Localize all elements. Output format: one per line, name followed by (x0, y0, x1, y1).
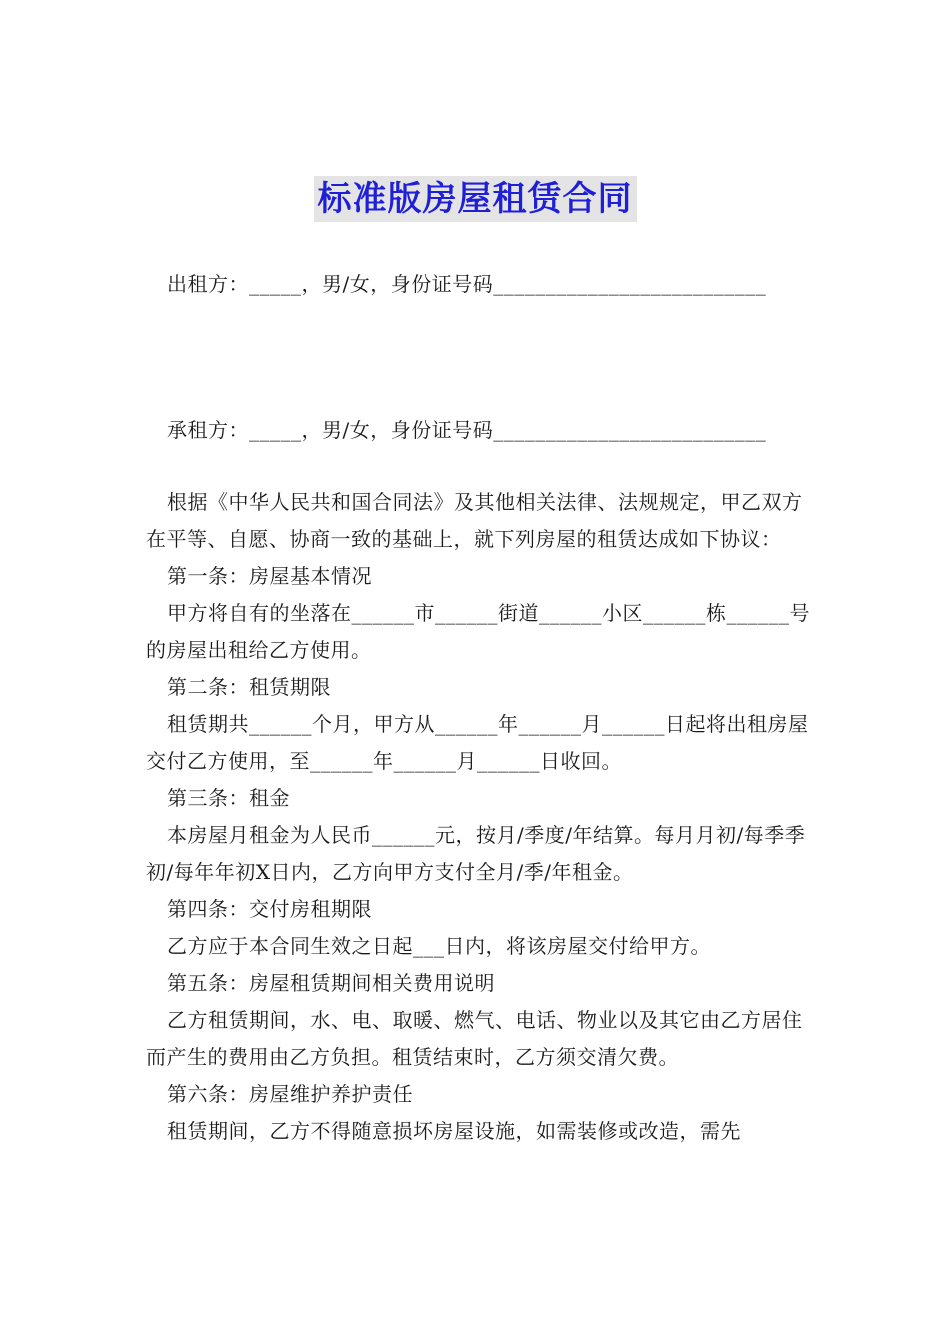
article-5-heading: 第五条：房屋租赁期间相关费用说明 (167, 971, 495, 995)
preamble-paragraph: 根据《中华人民共和国合同法》及其他相关法律、法规规定，甲乙双方在平等、自愿、协商一致的基础上，就下列房屋的租赁达成如下协议： (146, 490, 803, 551)
article-1-heading: 第一条：房屋基本情况 (167, 564, 372, 588)
article-3-text: 本房屋月租金为人民币______元，按月/季度/年结算。每月月初/每季季初/每年年初X日内，乙方向甲方支付全月/季/年租金。 (146, 823, 806, 884)
article-4-text: 乙方应于本合同生效之日起___日内，将该房屋交付给甲方。 (167, 934, 711, 958)
article-4-heading: 第四条：交付房租期限 (167, 897, 372, 921)
article-6-heading: 第六条：房屋维护养护责任 (167, 1082, 413, 1106)
document-title: 标准版房屋租赁合同 (314, 176, 637, 222)
article-5-text: 乙方租赁期间，水、电、取暖、燃气、电话、物业以及其它由乙方居住而产生的费用由乙方负担。租赁结束时，乙方须交清欠费。 (146, 1008, 803, 1069)
article-3-heading: 第三条：租金 (167, 786, 290, 810)
lessee-section (146, 412, 810, 449)
lessor-line: 出租方：_____，男/女，身份证号码__________________________ (167, 272, 767, 296)
title-container (0, 176, 950, 222)
lessee-line: 承租方：_____，男/女，身份证号码__________________________ (167, 418, 767, 442)
article-2-heading: 第二条：租赁期限 (167, 675, 331, 699)
lessor-section (146, 266, 810, 303)
article-2-text: 租赁期共______个月，甲方从______年______月______日起将出租房屋交付乙方使用，至______年______月______日收回。 (146, 712, 809, 773)
contract-body (146, 484, 810, 1150)
article-1-text: 甲方将自有的坐落在______市______街道______小区______栋______号的房屋出租给乙方使用。 (146, 601, 810, 662)
article-6-text: 租赁期间，乙方不得随意损坏房屋设施，如需装修或改造，需先 (167, 1119, 741, 1143)
